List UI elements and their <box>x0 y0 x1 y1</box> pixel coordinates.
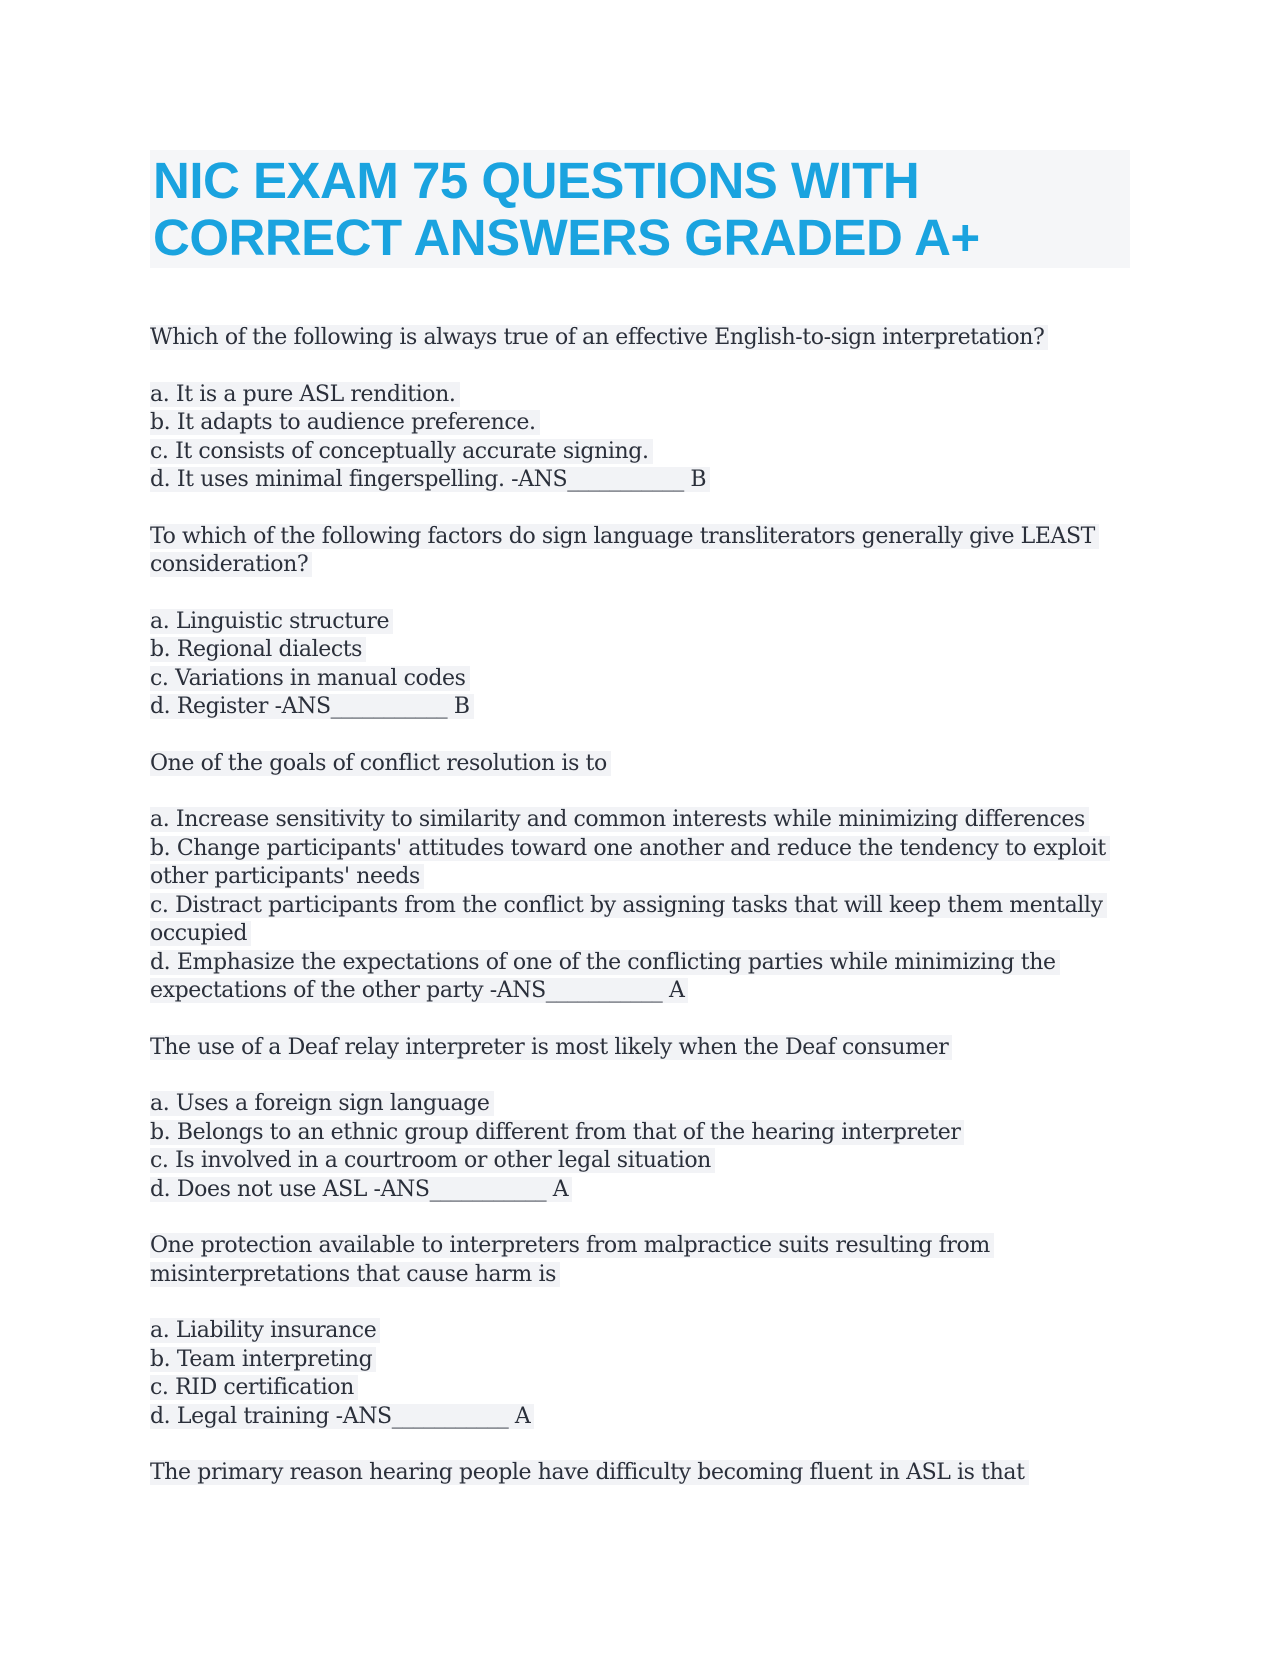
question-stem <box>150 1459 1130 1488</box>
option-d-answer: d. Does not use ASL -ANS___________ A <box>150 1177 572 1202</box>
title-line: CORRECT ANSWERS GRADED A+ <box>153 209 980 266</box>
stem-line: The primary reason hearing people have difficulty becoming fluent in ASL is that <box>150 1460 1029 1485</box>
stem-line: Which of the following is always true of an effective English-to-sign interpretation? <box>150 325 1048 350</box>
answer-options <box>150 381 1130 495</box>
question-3 <box>150 750 1130 1006</box>
question-stem <box>150 523 1130 580</box>
option-c: c. It consists of conceptually accurate signing. <box>150 439 653 464</box>
option-c-continued: occupied <box>150 921 251 946</box>
option-c: c. Variations in manual codes <box>150 666 470 691</box>
option-b: b. Regional dialects <box>150 637 366 662</box>
option-a: a. Linguistic structure <box>150 609 393 634</box>
option-d-answer: d. Legal training -ANS___________ A <box>150 1404 534 1429</box>
option-a: a. Liability insurance <box>150 1318 380 1343</box>
option-b: b. Team interpreting <box>150 1347 376 1372</box>
question-5 <box>150 1232 1130 1431</box>
question-2 <box>150 523 1130 722</box>
option-a: a. Increase sensitivity to similarity and common interests while minimizing differences <box>150 807 1089 832</box>
option-c: c. RID certification <box>150 1375 358 1400</box>
document-title <box>150 150 1130 268</box>
option-d-answer: expectations of the other party -ANS___________ A <box>150 978 688 1003</box>
stem-line: misinterpretations that cause harm is <box>150 1262 560 1287</box>
stem-line: The use of a Deaf relay interpreter is most likely when the Deaf consumer <box>150 1035 952 1060</box>
question-stem <box>150 1232 1130 1289</box>
question-stem <box>150 750 1130 779</box>
question-list <box>150 324 1130 1488</box>
option-d: d. Emphasize the expectations of one of the conflicting parties while minimizing the <box>150 950 1060 975</box>
answer-options <box>150 806 1130 1006</box>
title-line: NIC EXAM 75 QUESTIONS WITH <box>153 152 920 209</box>
document-page <box>150 150 1130 1516</box>
option-a: a. Uses a foreign sign language <box>150 1091 494 1116</box>
question-stem <box>150 324 1130 353</box>
answer-options <box>150 1090 1130 1204</box>
question-6 <box>150 1459 1130 1488</box>
question-stem <box>150 1034 1130 1063</box>
stem-line: One of the goals of conflict resolution is to <box>150 751 611 776</box>
stem-line: To which of the following factors do sign language transliterators generally give LEAST <box>150 524 1099 549</box>
question-4 <box>150 1034 1130 1205</box>
answer-options <box>150 1317 1130 1431</box>
option-b-continued: other participants' needs <box>150 864 424 889</box>
option-b: b. Belongs to an ethnic group different from that of the hearing interpreter <box>150 1120 964 1145</box>
stem-line: One protection available to interpreters from malpractice suits resulting from <box>150 1233 994 1258</box>
option-b: b. Change participants' attitudes toward one another and reduce the tendency to exploit <box>150 836 1110 861</box>
option-a: a. It is a pure ASL rendition. <box>150 382 460 407</box>
stem-line: consideration? <box>150 552 312 577</box>
question-1 <box>150 324 1130 495</box>
option-c: c. Distract participants from the conflict by assigning tasks that will keep them mentally <box>150 893 1107 918</box>
option-c: c. Is involved in a courtroom or other legal situation <box>150 1148 715 1173</box>
option-d-answer: d. Register -ANS___________ B <box>150 694 474 719</box>
answer-options <box>150 608 1130 722</box>
option-d-answer: d. It uses minimal fingerspelling. -ANS___________ B <box>150 467 710 492</box>
option-b: b. It adapts to audience preference. <box>150 410 540 435</box>
